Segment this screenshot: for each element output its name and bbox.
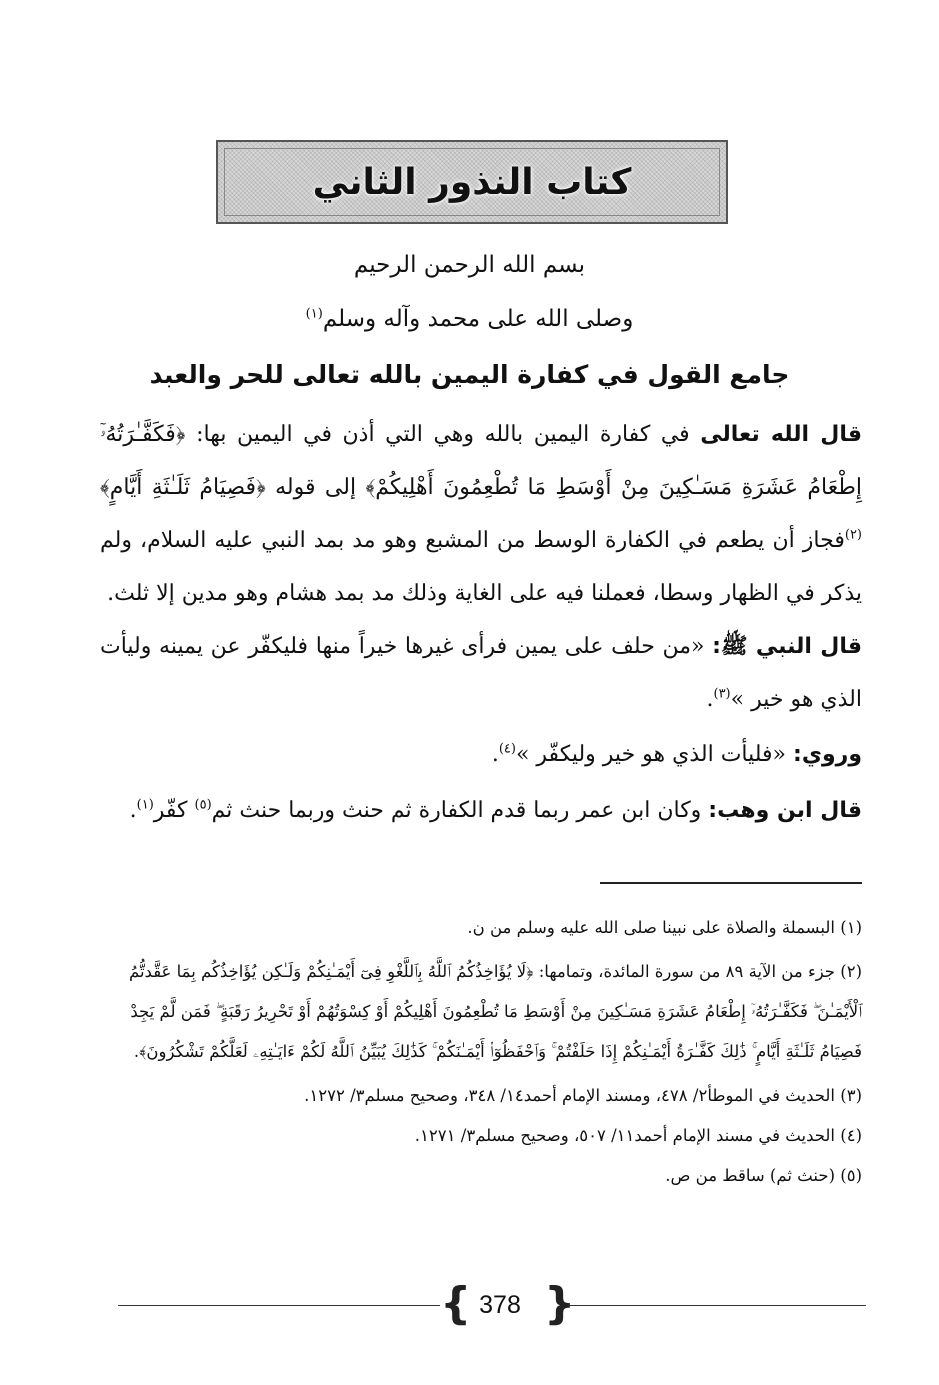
footnote-ref: (٥) [194,797,212,813]
footnote-1: (١) البسملة والصلاة على نبينا صلى الله عليه وسلم من ن. [467,918,862,937]
paragraph-text: «فليأت الذي هو خير وليكفّر » [515,742,794,767]
footnote-ref: (١) [305,306,323,322]
page-number: 378 [479,1291,521,1319]
footnote-ref: (٢) [844,527,862,543]
section-heading: جامع القول في كفارة اليمين بالله تعالى للحر والعبد [149,360,790,389]
salat-line [80,306,859,332]
footer-rule-right [562,1305,866,1306]
basmala: بسم الله الرحمن الرحيم [353,252,586,278]
footnote-2: (٢) جزء من الآية ٨٩ من سورة المائدة، وتمامها: ﴿لَا يُؤَاخِذُكُمُ ٱللَّهُ بِٱللَّغْوِ فِىٓ أَيْمَـٰنِكُمْ وَلَـٰكِن يُؤَاخِذُكُم بِمَا عَقَّدتُّمُ ٱلْأَيْمَـٰنَ ۖ فَكَفَّـٰرَتُهُۥٓ إِطْعَامُ عَشَرَةِ مَسَـٰكِينَ مِنْ أَوْسَطِ مَا تُطْعِمُونَ أَهْلِيكُمْ أَوْ كِسْوَتُهُمْ أَوْ تَحْرِيرُ رَقَبَةٍ ۖ فَمَن لَّمْ يَجِدْ فَصِيَامُ ثَلَـٰثَةِ أَيَّامٍ ۚ ذَٰلِكَ كَفَّـٰرَةُ أَيْمَـٰنِكُمْ إِذَا حَلَفْتُمْ ۚ وَٱحْفَظُوٓا۟ أَيْمَـٰنَكُمْ ۚ كَذَٰلِكَ يُبَيِّنُ ٱللَّهُ لَكُمْ ءَايَـٰتِهِۦ لَعَلَّكُمْ تَشْكُرُونَ﴾. [128,962,862,1061]
paragraph-lead: وروي: [793,742,862,767]
paragraph-tail: . [491,742,499,767]
book-title: كتاب النذور الثاني [312,161,632,203]
paragraph-1 [100,408,862,620]
footnote-ref: (٣) [713,686,731,702]
paragraph-lead: قال الله تعالى [700,422,863,447]
paragraph-lead: قال ابن وهب: [708,798,862,823]
footnotes [100,912,862,1200]
footnote-ref: (٤) [498,741,516,757]
footnote-ref: (١) [136,797,154,813]
salat-text: وصلى الله على محمد وآله وسلم [322,306,634,332]
title-banner [216,140,728,224]
paragraph-3 [100,728,862,781]
footnote-4: (٤) الحديث في مسند الإمام أحمد١١/ ٥٠٧، وصحيح مسلم٣/ ١٢٧١. [414,1126,862,1145]
paragraph-4 [100,784,862,837]
footer-rule-left [118,1305,440,1306]
paragraph-lead: قال النبي ﷺ: [712,634,862,659]
footnote-divider [600,882,862,884]
footer-bracket-left: { [440,1278,472,1329]
footer-bracket-right: } [544,1278,576,1329]
paragraph-tail: . [129,798,137,823]
paragraph-text: في كفارة اليمين بالله وهي التي أذن في اليمين بها: ﴿فَكَفَّـٰرَتُهُۥٓ إِطْعَامُ عَشَرَةِ مَسَـٰكِينَ مِنْ أَوْسَطِ مَا تُطْعِمُونَ أَهْلِيكُمْ﴾ إلى قوله ﴿فَصِيَامُ ثَلَـٰثَةِ أَيَّامٍ﴾ [100,422,862,500]
paragraph-text: «من حلف على يمين فرأى غيرها خيراً منها فليكفّر عن يمينه وليأت الذي هو خير » [100,634,862,712]
footnote-3: (٣) الحديث في الموطأ٢/ ٤٧٨، ومسند الإمام أحمد١٤/ ٣٤٨، وصحيح مسلم٣/ ١٢٧٢. [304,1086,862,1105]
paragraph-text-2: كفّر [153,798,195,823]
paragraph-tail: فجاز أن يطعم في الكفارة الوسط من المشبع وهو مد بمد النبي عليه السلام، ولم يذكر في الظهار وسطا، فعملنا فيه على الغاية وذلك مد بمد هشام وهو مدين إلا ثلث. [100,528,862,606]
paragraph-tail: . [706,687,714,712]
paragraph-text: وكان ابن عمر ربما قدم الكفارة ثم حنث وربما حنث ثم [211,798,709,823]
footnote-5: (٥) (حنث ثم) ساقط من ص. [665,1166,862,1185]
paragraph-2 [100,620,862,726]
title-banner-frame [224,148,720,216]
